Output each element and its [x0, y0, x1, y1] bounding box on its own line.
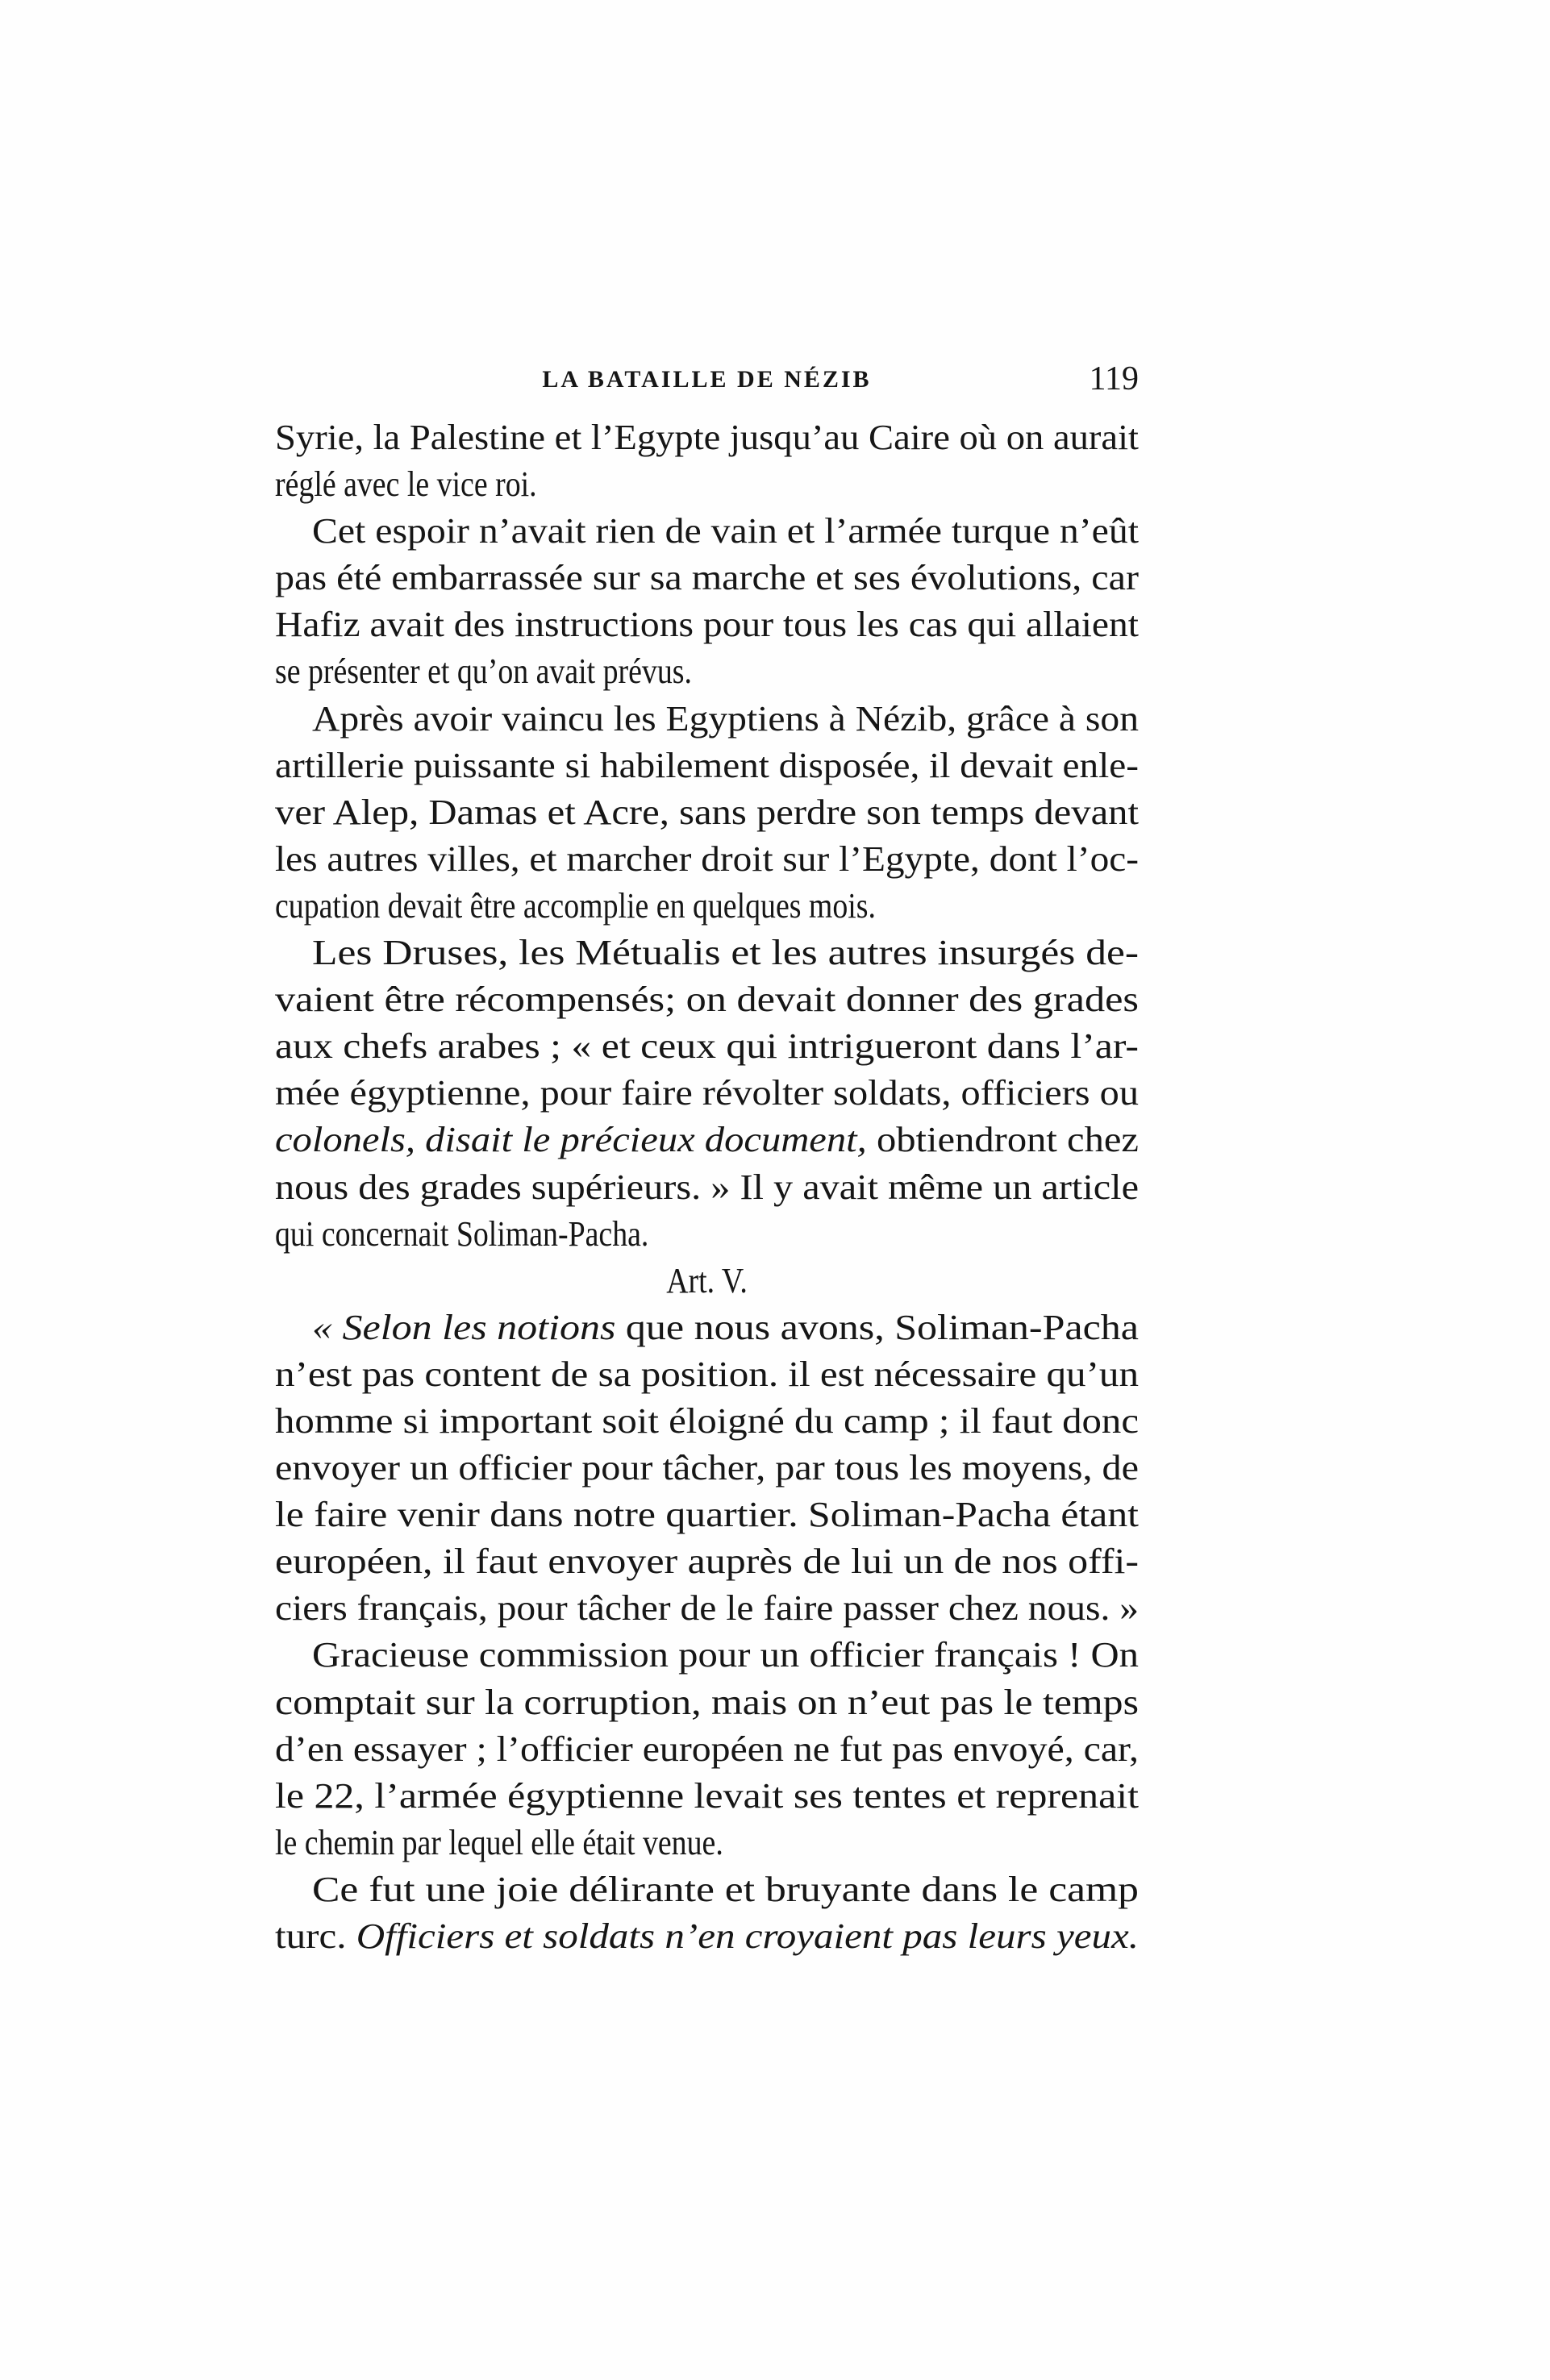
text-run: les autres villes, et marcher droit sur l’Egypte, dont l’oc-	[275, 838, 1139, 879]
text-line	[275, 883, 1139, 930]
text-run: ver Alep, Damas et Acre, sans perdre son temps devant	[275, 792, 1139, 832]
text-run: homme si important soit éloigné du camp ; il faut donc	[275, 1400, 1139, 1441]
text-run: Syrie, la Palestine et l’Egypte jusqu’au Caire où on aurait	[275, 418, 1139, 457]
text-line	[275, 1538, 1139, 1585]
italic-text: Officiers et soldats n’en croyaient pas leurs yeux.	[356, 1916, 1139, 1956]
text-run: d’en essayer ; l’officier européen ne fut pas envoyé, car,	[275, 1729, 1139, 1769]
text-run: ciers français, pour tâcher de le faire passer chez nous. »	[275, 1588, 1139, 1629]
text-run: artillerie puissante si habilement disposée, il devait enle-	[275, 745, 1139, 785]
text-line	[275, 414, 1139, 461]
text-line	[275, 1351, 1139, 1398]
text-line	[275, 508, 1139, 555]
text-line	[275, 1913, 1139, 1960]
text-run: Les Druses, les Métualis et les autres insurgés de-	[312, 933, 1139, 973]
text-line	[275, 743, 1139, 789]
text-run: comptait sur la corruption, mais on n’eut pas le temps	[275, 1682, 1139, 1722]
text-run: Hafiz avait des instructions pour tous les cas qui allaient	[275, 605, 1139, 645]
text-run: Gracieuse commission pour un officier français ! On	[312, 1635, 1139, 1675]
italic-text: « Selon les notions	[312, 1307, 626, 1347]
text-line	[275, 1117, 1139, 1163]
text-run: obtiendront chez	[876, 1120, 1139, 1160]
text-run: le chemin par lequel elle était venue.	[275, 1822, 723, 1862]
text-run: qui concernait Soliman-Pacha.	[275, 1213, 649, 1254]
text-line	[275, 1164, 1139, 1211]
text-run: mée égyptienne, pour faire révolter soldats, officiers ou	[275, 1073, 1139, 1113]
text-line	[275, 836, 1139, 883]
body-text	[275, 414, 1139, 1960]
text-run: nous des grades supérieurs. » Il y avait même un article	[275, 1167, 1139, 1207]
text-line	[275, 1023, 1139, 1070]
text-line	[275, 1211, 1139, 1258]
text-line	[275, 1492, 1139, 1538]
text-line	[275, 976, 1139, 1023]
section-heading	[275, 1258, 1139, 1304]
text-line	[275, 1585, 1139, 1632]
text-line	[275, 601, 1139, 648]
text-run: Après avoir vaincu les Egyptiens à Nézib, grâce à son	[312, 698, 1139, 739]
text-line	[275, 1070, 1139, 1117]
text-run: Art. V.	[666, 1260, 748, 1300]
text-line	[275, 1632, 1139, 1679]
text-line	[275, 1726, 1139, 1773]
text-run: que nous avons, Soliman-Pacha	[625, 1307, 1139, 1347]
text-line	[275, 789, 1139, 836]
text-run: pas été embarrassée sur sa marche et ses évolutions, car	[275, 558, 1139, 598]
running-title: LA BATAILLE DE NÉZIB	[542, 366, 872, 393]
text-line	[275, 1304, 1139, 1351]
text-run: réglé avec le vice roi.	[275, 464, 537, 505]
text-line	[275, 648, 1139, 695]
text-run: se présenter et qu’on avait prévus.	[275, 651, 692, 692]
text-run: européen, il faut envoyer auprès de lui un de nos offi-	[275, 1542, 1139, 1582]
text-run: Cet espoir n’avait rien de vain et l’armée turque n’eût	[312, 511, 1139, 551]
text-line	[275, 1773, 1139, 1820]
text-run: envoyer un officier pour tâcher, par tous les moyens, de	[275, 1448, 1139, 1488]
page-header	[275, 360, 1139, 403]
italic-text: colonels, disait le précieux document,	[275, 1120, 877, 1160]
text-run: vaient être récompensés; on devait donner des grades	[275, 980, 1139, 1020]
text-line	[275, 461, 1139, 508]
text-run: n’est pas content de sa position. il est nécessaire qu’un	[275, 1354, 1139, 1394]
text-line	[275, 930, 1139, 976]
page-number: 119	[1089, 360, 1139, 397]
text-run: aux chefs arabes ; « et ceux qui intrigueront dans l’ar-	[275, 1026, 1139, 1067]
text-line	[275, 1445, 1139, 1492]
text-run: Ce fut une joie délirante et bruyante dans le camp	[312, 1869, 1139, 1909]
text-line	[275, 1866, 1139, 1913]
text-run: le faire venir dans notre quartier. Soliman-Pacha étant	[275, 1495, 1139, 1535]
text-line	[275, 696, 1139, 743]
text-line	[275, 555, 1139, 601]
text-run: le 22, l’armée égyptienne levait ses tentes et reprenait	[275, 1775, 1139, 1816]
text-line	[275, 1398, 1139, 1445]
text-line	[275, 1679, 1139, 1726]
text-run: turc.	[275, 1916, 356, 1956]
text-run: cupation devait être accomplie en quelques mois.	[275, 885, 876, 926]
text-line	[275, 1820, 1139, 1866]
